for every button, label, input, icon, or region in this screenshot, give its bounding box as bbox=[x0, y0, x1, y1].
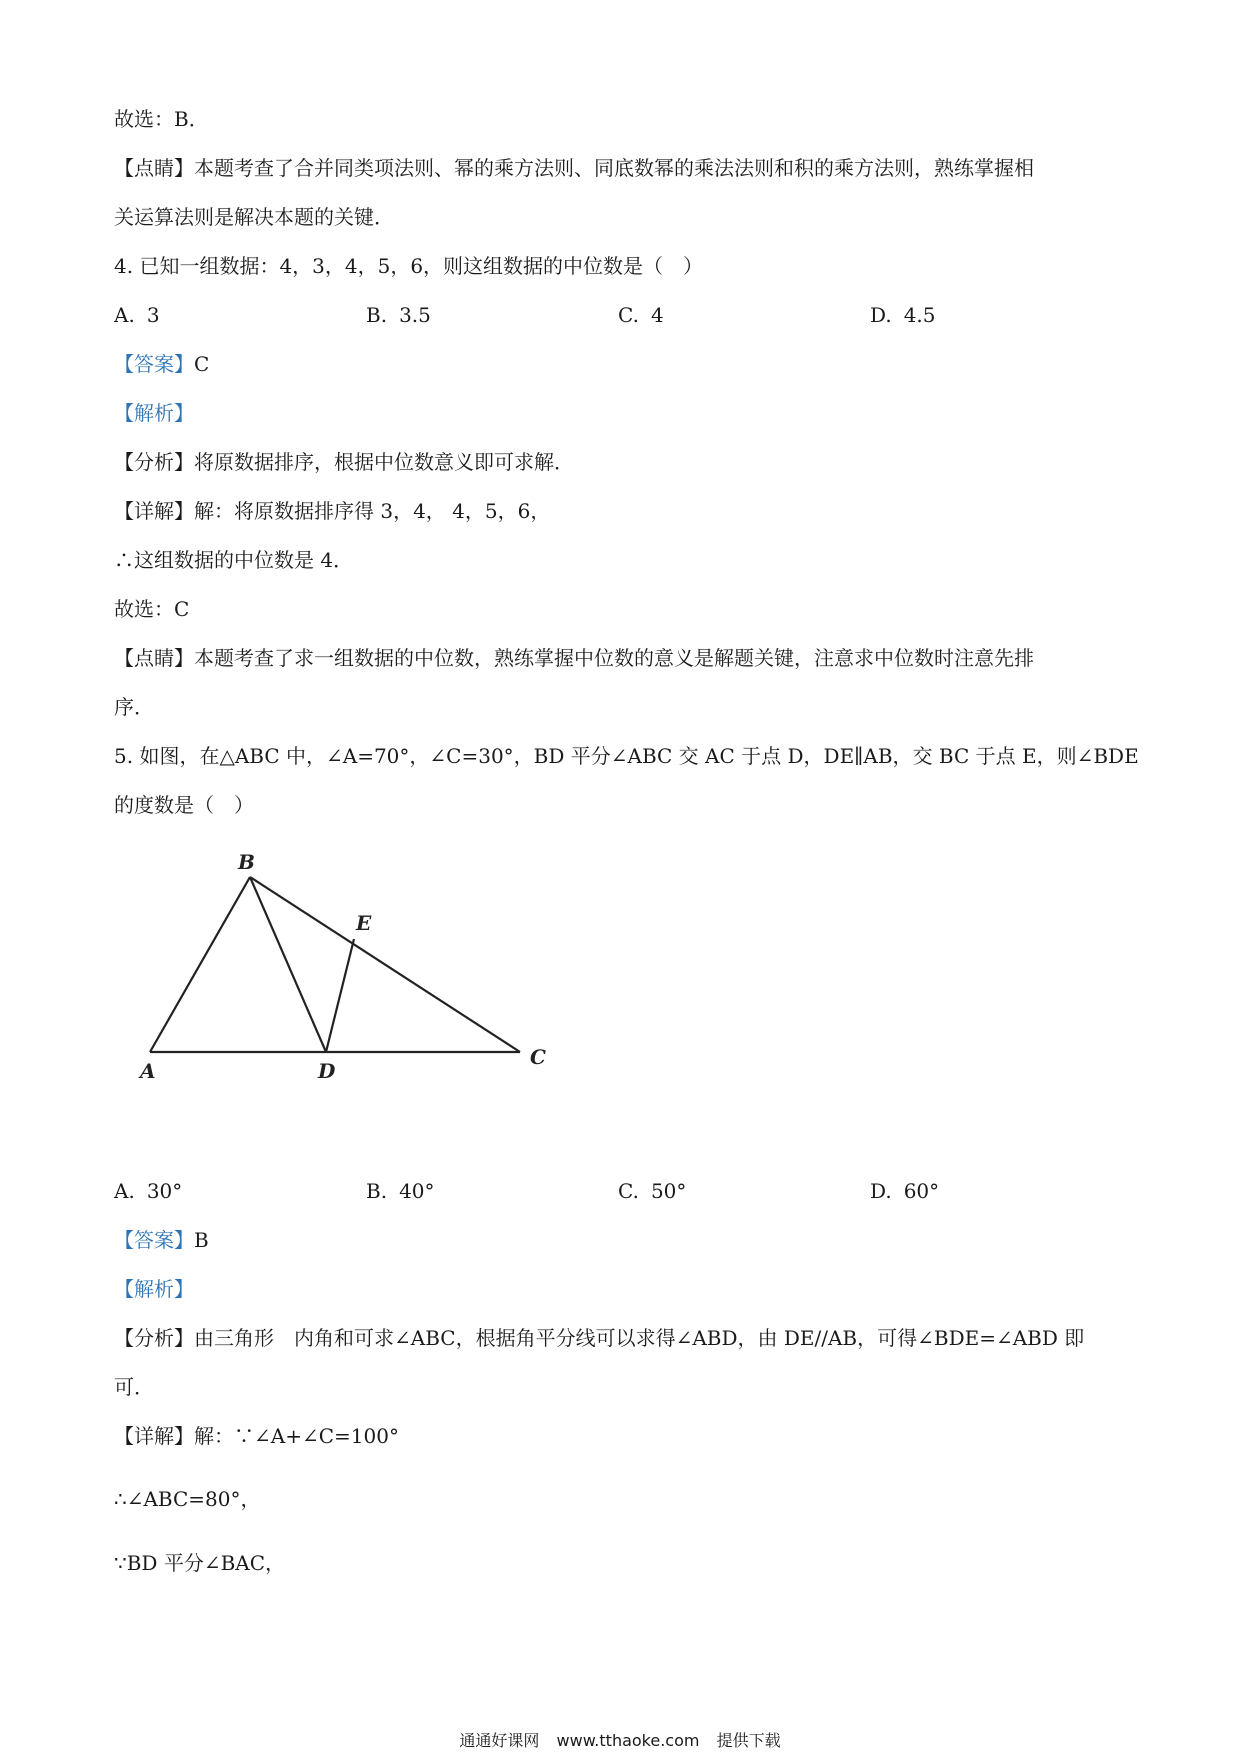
q3-conclusion: 故选：B． bbox=[114, 107, 209, 131]
label-a: A bbox=[140, 1059, 156, 1083]
q4-stem: 4. 已知一组数据：4，3，4，5，6，则这组数据的中位数是（ ） bbox=[114, 254, 704, 278]
q5-option-c: C. 50° bbox=[618, 1179, 687, 1203]
segment-de bbox=[326, 939, 354, 1052]
segment-bc bbox=[250, 877, 520, 1052]
q5-analysis-line-1: 【分析】由三角形 内角和可求∠ABC，根据角平分线可以求得∠ABD，由 DE//AB，可得∠BDE=∠ABD 即 bbox=[114, 1326, 1085, 1350]
q4-comment-line-1: 【点睛】本题考查了求一组数据的中位数，熟练掌握中位数的意义是解题关键，注意求中位数时注意先排 bbox=[114, 646, 1034, 670]
q5-answer: 【答案】B bbox=[114, 1228, 209, 1252]
q3-comment-line-1: 【点睛】本题考查了合并同类项法则、幂的乘方法则、同底数幂的乘法法则和积的乘方法则，熟练掌握相 bbox=[114, 156, 1034, 180]
q5-solution: 【详解】解：∵∠A+∠C=100° bbox=[114, 1424, 399, 1448]
answer-tag: 【答案】 bbox=[114, 352, 194, 376]
q5-analysis-tag: 【解析】 bbox=[114, 1277, 194, 1301]
q4-conclusion: 故选：C bbox=[114, 597, 190, 621]
q5-option-a: A. 30° bbox=[114, 1179, 183, 1203]
q4-comment-line-2: 序． bbox=[114, 695, 154, 719]
triangle-diagram bbox=[130, 842, 570, 1092]
q3-comment-line-2: 关运算法则是解决本题的关键． bbox=[114, 205, 394, 229]
page-footer bbox=[0, 1728, 1240, 1751]
q4-option-b: B. 3.5 bbox=[366, 303, 431, 327]
q5-option-b: B. 40° bbox=[366, 1179, 435, 1203]
q4-option-c: C. 4 bbox=[618, 303, 664, 327]
segment-ab bbox=[150, 877, 250, 1052]
comment-tag: 【点睛】 bbox=[114, 156, 194, 180]
q4-solution: 【详解】解：将原数据排序得 3，4， 4，5，6， bbox=[114, 499, 551, 523]
label-c: C bbox=[530, 1045, 546, 1069]
q4-analysis: 【分析】将原数据排序，根据中位数意义即可求解． bbox=[114, 450, 574, 474]
label-d: D bbox=[318, 1059, 336, 1083]
triangle-figure bbox=[130, 842, 570, 1092]
label-b: B bbox=[238, 850, 255, 874]
q5-analysis-line-2: 可． bbox=[114, 1375, 154, 1399]
q5-option-d: D. 60° bbox=[870, 1179, 940, 1203]
q4-option-d: D. 4.5 bbox=[870, 303, 936, 327]
label-e: E bbox=[356, 911, 372, 935]
q4-answer: 【答案】C bbox=[114, 352, 210, 376]
q5-step-2: ∵BD 平分∠BAC， bbox=[114, 1551, 286, 1575]
footer-download: 提供下载 bbox=[716, 1731, 781, 1750]
segment-bd bbox=[250, 877, 326, 1052]
footer-site-name: 通通好课网 bbox=[459, 1731, 540, 1750]
q5-stem-line-2: 的度数是（ ） bbox=[114, 793, 254, 817]
q4-analysis-tag: 【解析】 bbox=[114, 401, 194, 425]
q4-therefore: ∴这组数据的中位数是 4． bbox=[114, 548, 354, 572]
q4-option-a: A. 3 bbox=[114, 303, 160, 327]
answer-tag: 【答案】 bbox=[114, 1228, 194, 1252]
q5-step-1: ∴∠ABC=80°， bbox=[114, 1487, 261, 1511]
q5-stem-line-1: 5. 如图，在△ABC 中，∠A=70°，∠C=30°，BD 平分∠ABC 交 AC 于点 D，DE∥AB，交 BC 于点 E，则∠BDE bbox=[114, 744, 1139, 768]
footer-url[interactable]: www.tthaoke.com bbox=[556, 1731, 700, 1750]
